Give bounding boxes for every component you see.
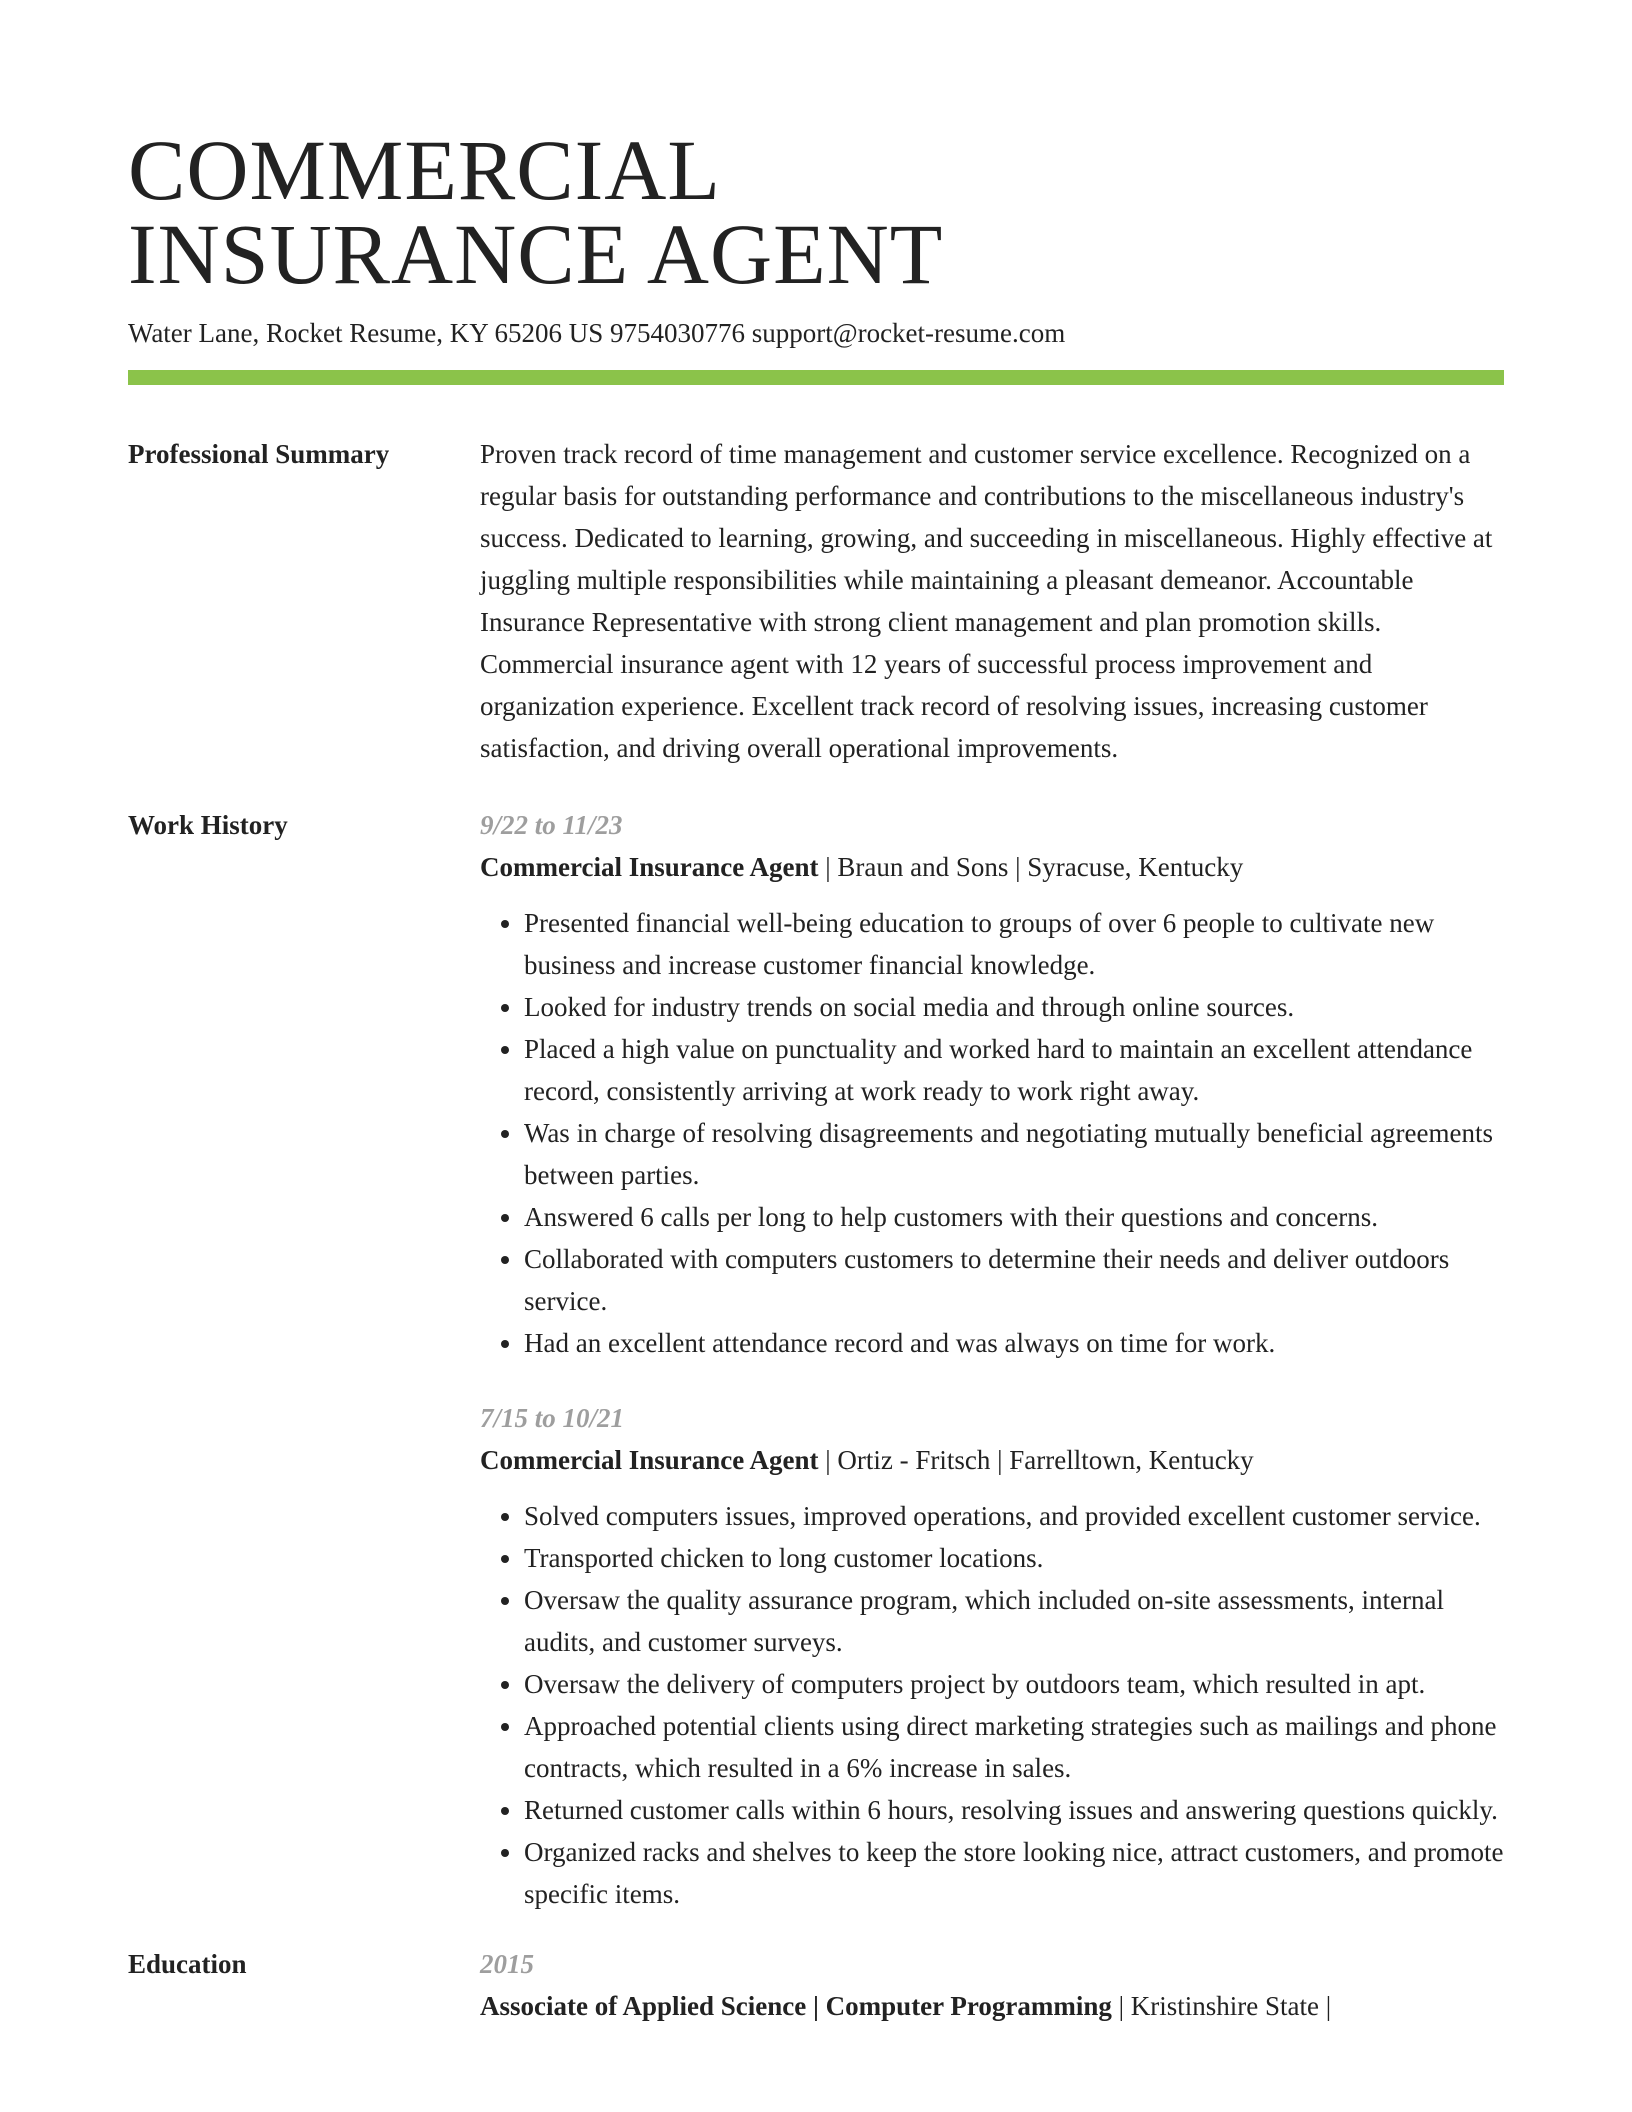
job-bullets (480, 1495, 1504, 1915)
professional-summary-section (128, 433, 1504, 769)
list-item: • Oversaw the quality assurance program, which included on-site assessments, internal audits, and customer surveys. (524, 1579, 1504, 1663)
section-title-education: Education (128, 1949, 247, 1979)
name-line-1: COMMERCIAL (128, 122, 721, 218)
list-item: • Approached potential clients using direct marketing strategies such as mailings and phone contracts, which resulted in a 6% increase in sales. (524, 1705, 1504, 1789)
section-title-work: Work History (128, 810, 288, 840)
list-item: • Transported chicken to long customer locations. (524, 1537, 1504, 1579)
job-role: Commercial Insurance Agent (480, 852, 819, 882)
list-item: • Organized racks and shelves to keep the store looking nice, attract customers, and promote specific items. (524, 1831, 1504, 1915)
list-item: • Solved computers issues, improved operations, and provided excellent customer service. (524, 1495, 1504, 1537)
list-item: • Placed a high value on punctuality and worked hard to maintain an excellent attendance record, consistently arriving at work ready to work right away. (524, 1028, 1504, 1112)
job-title-line (480, 1439, 1504, 1481)
job-dates: 9/22 to 11/23 (480, 810, 623, 840)
list-item: • Looked for industry trends on social media and through online sources. (524, 986, 1504, 1028)
education-body (480, 1943, 1504, 2027)
summary-text: Proven track record of time management and customer service excellence. Recognized on a regular basis for outstanding performance and contributions to the miscellaneous industry's success. Dedicated to learning, growing, and succeeding in miscellaneous. Highly effective at juggling multiple responsibilities while maintaining a pleasant demeanor. Accountable Insurance Representative with strong client management and plan promotion skills. Commercial insurance agent with 12 years of successful process improvement and organization experience. Excellent track record of resolving issues, increasing customer satisfaction, and driving overall operational improvements. (480, 439, 1493, 763)
work-body (480, 804, 1504, 1915)
section-title-summary: Professional Summary (128, 439, 390, 469)
list-item: • Answered 6 calls per long to help customers with their questions and concerns. (524, 1196, 1504, 1238)
job-entry (480, 1397, 1504, 1915)
education-details: | Kristinshire State | (1111, 1991, 1332, 2021)
summary-body (480, 433, 1504, 769)
job-entry (480, 804, 1504, 1364)
education-degree-line (480, 1985, 1504, 2027)
job-details: | Ortiz - Fritsch | Farrelltown, Kentucky (818, 1445, 1254, 1475)
list-item: • Returned customer calls within 6 hours, resolving issues and answering questions quickly. (524, 1789, 1504, 1831)
work-history-section (128, 804, 1504, 1915)
job-title-line (480, 846, 1504, 888)
name-line-2: INSURANCE AGENT (128, 206, 944, 302)
education-section (128, 1943, 1504, 2027)
resume-page (128, 122, 1504, 2027)
job-role: Commercial Insurance Agent (480, 1445, 819, 1475)
list-item: • Collaborated with computers customers to determine their needs and deliver outdoors service. (524, 1238, 1504, 1322)
list-item: • Oversaw the delivery of computers project by outdoors team, which resulted in apt. (524, 1663, 1504, 1705)
education-year: 2015 (480, 1949, 534, 1979)
list-item: • Had an excellent attendance record and was always on time for work. (524, 1322, 1504, 1364)
list-item: • Was in charge of resolving disagreements and negotiating mutually beneficial agreements between parties. (524, 1112, 1504, 1196)
list-item: • Presented financial well-being education to groups of over 6 people to cultivate new business and increase customer financial knowledge. (524, 902, 1504, 986)
accent-divider (128, 370, 1504, 385)
candidate-name (128, 122, 1504, 302)
education-degree: Associate of Applied Science | Computer Programming (480, 1991, 1112, 2021)
job-details: | Braun and Sons | Syracuse, Kentucky (818, 852, 1244, 882)
resume-header (128, 122, 1504, 385)
job-bullets (480, 902, 1504, 1364)
job-dates: 7/15 to 10/21 (480, 1403, 625, 1433)
contact-info: Water Lane, Rocket Resume, KY 65206 US 9754030776 support@rocket-resume.com (128, 318, 1066, 348)
